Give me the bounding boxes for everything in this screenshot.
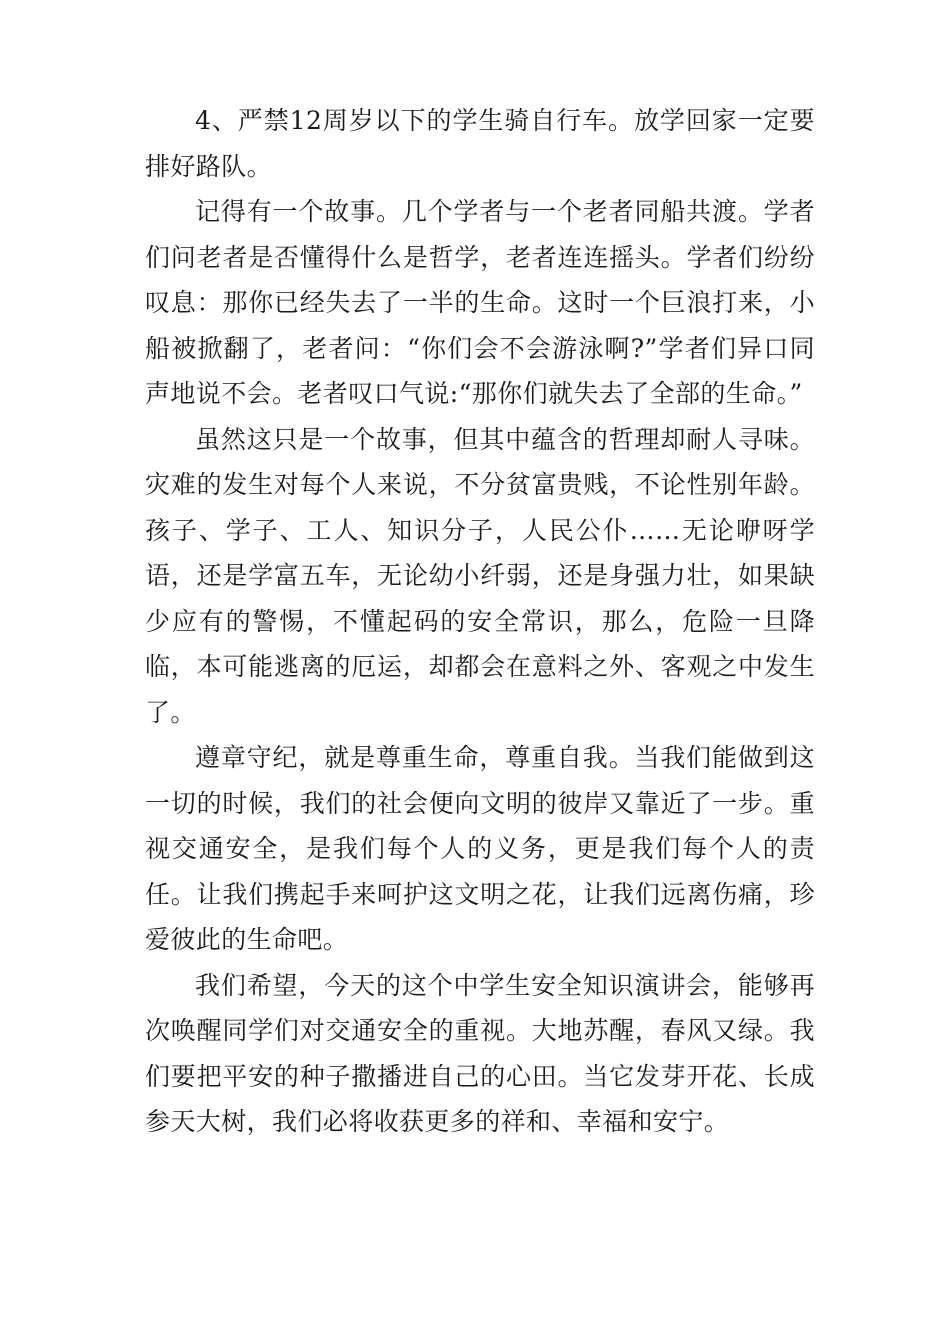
paragraph-closing: 我们希望，今天的这个中学生安全知识演讲会，能够再次唤醒同学们对交通安全的重视。大地苏醒，春风又绿。我们要把平安的种子撒播进自己的心田。当它发芽开花、长成参天大树，我们必将收获更多的祥和、幸福和安宁。 [145,970,815,1136]
paragraph-respect-life: 遵章守纪，就是尊重生命，尊重自我。当我们能做到这一切的时候，我们的社会便向文明的彼岸又靠近了一步。重视交通安全，是我们每个人的义务，更是我们每个人的责任。让我们携起手来呵护这文明之花，让我们远离伤痛，珍爱彼此的生命吧。 [145,743,815,954]
paragraph-reflection: 虽然这只是一个故事，但其中蕴含的哲理却耐人寻味。灾难的发生对每个人来说，不分贫富贵贱，不论性别年龄。孩子、学子、工人、知识分子，人民公仆……无论咿呀学语，还是学富五车，无论幼小纤弱，还是身强力壮，如果缺少应有的警惕，不懂起码的安全常识，那么，危险一旦降临，本可能逃离的厄运，却都会在意料之外、客观之中发生了。 [145,424,815,727]
paragraph-story: 记得有一个故事。几个学者与一个老者同船共渡。学者们问老者是否懂得什么是哲学，老者连连摇头。学者们纷纷叹息：那你已经失去了一半的生命。这时一个巨浪打来，小船被掀翻了，老者问：“你们会不会游泳啊?”学者们异口同声地说不会。老者叹口气说:“那你们就失去了全部的生命。” [145,197,815,408]
document-body [145,98,815,1145]
paragraph-safety-rule: 4、严禁12周岁以下的学生骑自行车。放学回家一定要排好路队。 [145,106,815,181]
